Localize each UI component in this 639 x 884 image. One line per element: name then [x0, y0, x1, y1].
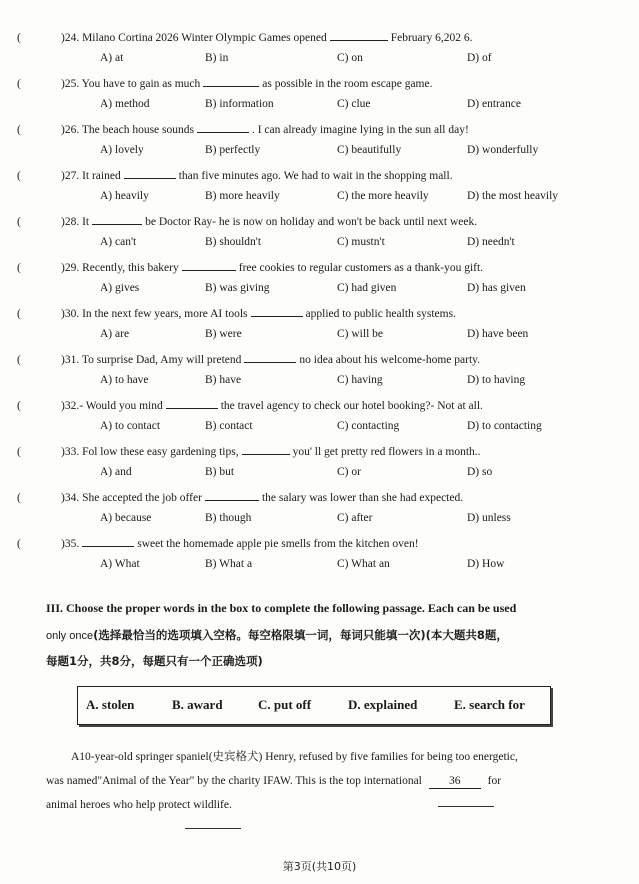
- fill-blank[interactable]: [251, 305, 303, 317]
- option-b[interactable]: B) more heavily: [205, 190, 280, 202]
- option-c[interactable]: C) after: [337, 512, 373, 524]
- question-25: [17, 75, 617, 92]
- passage-text-2b: for: [487, 775, 502, 787]
- question-stem-rest: than five minutes ago. We had to wait in the shopping mall.: [178, 170, 453, 182]
- question-33: [17, 443, 617, 460]
- option-b[interactable]: B) have: [205, 374, 242, 386]
- option-d[interactable]: D) have been: [467, 328, 529, 340]
- fill-blank[interactable]: [82, 535, 134, 547]
- section-3-instructions-cn2: 每题1分，共8分，每题只有一个正确选项): [46, 654, 263, 668]
- fill-blank[interactable]: [92, 213, 142, 225]
- option-c[interactable]: C) or: [337, 466, 361, 478]
- section-3-instructions-cn1: (选择最恰当的选项填入空格。每空格限填一词，每词只能填一次)(本大题共8题，: [93, 628, 508, 642]
- question-stem-rest: the salary was lower than she had expected.: [261, 492, 464, 504]
- option-b[interactable]: B) was giving: [205, 282, 270, 294]
- passage-line-1: [71, 746, 616, 769]
- blank-36[interactable]: 36: [429, 774, 481, 789]
- question-stem-rest: free cookies to regular customers as a thank-you gift.: [238, 262, 484, 274]
- fill-blank[interactable]: [242, 443, 290, 455]
- option-a[interactable]: A) What: [100, 558, 140, 570]
- option-c[interactable]: C) mustn't: [337, 236, 385, 248]
- fill-blank[interactable]: [166, 397, 218, 409]
- option-d[interactable]: D) How: [467, 558, 505, 570]
- option-b[interactable]: B) but: [205, 466, 235, 478]
- option-c[interactable]: C) clue: [337, 98, 371, 110]
- option-a[interactable]: A) to have: [100, 374, 149, 386]
- answer-paren[interactable]: (: [17, 262, 21, 274]
- question-35: [17, 535, 617, 552]
- answer-line: [185, 828, 241, 829]
- section-3-heading-text: III. Choose the proper words in the box to complete the following passage. Each can be used: [46, 601, 517, 615]
- question-stem-rest: the travel agency to check our hotel booking?- Not at all.: [220, 400, 483, 412]
- question-stem: )28. It: [61, 216, 90, 228]
- option-b[interactable]: B) though: [205, 512, 252, 524]
- word-option-a: A. stolen: [86, 697, 135, 712]
- option-c[interactable]: C) had given: [337, 282, 397, 294]
- question-stem: )24. Milano Cortina 2026 Winter Olympic Games opened: [61, 32, 327, 44]
- answer-paren[interactable]: (: [17, 170, 21, 182]
- option-c[interactable]: C) contacting: [337, 420, 400, 432]
- answer-paren[interactable]: (: [17, 78, 21, 90]
- passage-text-3: animal heroes who help protect wildlife.: [46, 799, 232, 811]
- option-d[interactable]: D) to contacting: [467, 420, 542, 432]
- option-c[interactable]: C) having: [337, 374, 383, 386]
- option-d[interactable]: D) needn't: [467, 236, 515, 248]
- question-stem-rest: . I can already imagine lying in the sun all day!: [251, 124, 469, 136]
- option-a[interactable]: A) can't: [100, 236, 137, 248]
- answer-paren[interactable]: (: [17, 538, 21, 550]
- option-b[interactable]: B) in: [205, 52, 229, 64]
- question-stem-rest: you' ll get pretty red flowers in a month..: [292, 446, 481, 458]
- option-d[interactable]: D) so: [467, 466, 493, 478]
- answer-paren[interactable]: (: [17, 354, 21, 366]
- option-a[interactable]: A) gives: [100, 282, 140, 294]
- page-number: 第3页(共10页): [282, 860, 357, 873]
- question-stem-rest: no idea about his welcome-home party.: [299, 354, 481, 366]
- question-stem: )33. Fol low these easy gardening tips,: [61, 446, 239, 458]
- question-stem: )32.- Would you mind: [61, 400, 163, 412]
- option-d[interactable]: D) of: [467, 52, 492, 64]
- question-stem: )26. The beach house sounds: [61, 124, 194, 136]
- page-footer: [0, 858, 639, 874]
- option-a[interactable]: A) to contact: [100, 420, 161, 432]
- option-c[interactable]: C) beautifully: [337, 144, 402, 156]
- option-d[interactable]: D) the most heavily: [467, 190, 559, 202]
- word-option-d: D. explained: [348, 697, 418, 712]
- question-stem-rest: applied to public health systems.: [305, 308, 456, 320]
- word-option-e: E. search for: [454, 697, 525, 712]
- answer-paren[interactable]: (: [17, 32, 21, 44]
- option-b[interactable]: B) shouldn't: [205, 236, 262, 248]
- question-28: [17, 213, 617, 230]
- fill-blank[interactable]: [124, 167, 176, 179]
- passage-text-2a: was named"Animal of the Year" by the charity IFAW. This is the top international: [46, 775, 422, 787]
- question-stem: )30. In the next few years, more AI tools: [61, 308, 248, 320]
- option-a[interactable]: A) because: [100, 512, 152, 524]
- section-3-only-once: only once: [46, 630, 94, 642]
- question-stem: )34. She accepted the job offer: [61, 492, 202, 504]
- option-b[interactable]: B) information: [205, 98, 274, 110]
- option-d[interactable]: D) entrance: [467, 98, 521, 110]
- word-box: [77, 686, 551, 725]
- question-30: [17, 305, 617, 322]
- option-a[interactable]: A) lovely: [100, 144, 144, 156]
- answer-paren[interactable]: (: [17, 124, 21, 136]
- question-stem: )27. It rained: [61, 170, 121, 182]
- option-b[interactable]: B) perfectly: [205, 144, 261, 156]
- passage-text-1: A10-year-old springer spaniel(史宾格犬) Henry, refused by five families for being too energetic,: [71, 751, 518, 763]
- word-option-c: C. put off: [258, 697, 312, 712]
- section-3-instructions-line1: [46, 624, 606, 647]
- section-3-heading: [46, 596, 606, 620]
- option-c[interactable]: C) will be: [337, 328, 383, 340]
- question-26: [17, 121, 617, 138]
- fill-blank[interactable]: [197, 121, 249, 133]
- question-29: [17, 259, 617, 276]
- option-a[interactable]: A) and: [100, 466, 132, 478]
- question-stem: )31. To surprise Dad, Amy will pretend: [61, 354, 242, 366]
- answer-paren[interactable]: (: [17, 492, 21, 504]
- option-a[interactable]: A) are: [100, 328, 130, 340]
- answer-paren[interactable]: (: [17, 308, 21, 320]
- word-option-b: B. award: [172, 697, 223, 712]
- option-d[interactable]: D) to having: [467, 374, 526, 386]
- option-d[interactable]: D) unless: [467, 512, 511, 524]
- fill-blank[interactable]: [182, 259, 236, 271]
- question-32: [17, 397, 617, 414]
- answer-line: [438, 806, 494, 807]
- answer-paren[interactable]: (: [17, 446, 21, 458]
- option-c[interactable]: C) What an: [337, 558, 390, 570]
- question-34: [17, 489, 617, 506]
- answer-paren[interactable]: (: [17, 216, 21, 228]
- option-c[interactable]: C) on: [337, 52, 363, 64]
- fill-blank[interactable]: [244, 351, 296, 363]
- question-stem: )25. You have to gain as much: [61, 78, 201, 90]
- option-b[interactable]: B) contact: [205, 420, 253, 432]
- option-b[interactable]: B) What a: [205, 558, 253, 570]
- fill-blank[interactable]: [203, 75, 259, 87]
- question-27: [17, 167, 617, 184]
- option-a[interactable]: A) at: [100, 52, 124, 64]
- question-stem: )35.: [61, 538, 80, 550]
- fill-blank[interactable]: [330, 29, 388, 41]
- question-stem-rest: be Doctor Ray- he is now on holiday and won't be back until next week.: [145, 216, 478, 228]
- question-31: [17, 351, 617, 368]
- passage-line-2: [46, 770, 616, 793]
- option-c[interactable]: C) the more heavily: [337, 190, 429, 202]
- option-a[interactable]: A) method: [100, 98, 150, 110]
- passage-line-3: [46, 794, 616, 817]
- answer-paren[interactable]: (: [17, 400, 21, 412]
- option-d[interactable]: D) wonderfully: [467, 144, 539, 156]
- question-24: [17, 29, 617, 46]
- question-stem-rest: as possible in the room escape game.: [262, 78, 433, 90]
- question-stem-rest: sweet the homemade apple pie smells from the kitchen oven!: [137, 538, 419, 550]
- option-b[interactable]: B) were: [205, 328, 242, 340]
- option-d[interactable]: D) has given: [467, 282, 526, 294]
- fill-blank[interactable]: [205, 489, 259, 501]
- question-stem-rest: February 6,202 6.: [390, 32, 473, 44]
- option-a[interactable]: A) heavily: [100, 190, 149, 202]
- question-stem: )29. Recently, this bakery: [61, 262, 179, 274]
- section-3-instructions-line2: [46, 650, 606, 672]
